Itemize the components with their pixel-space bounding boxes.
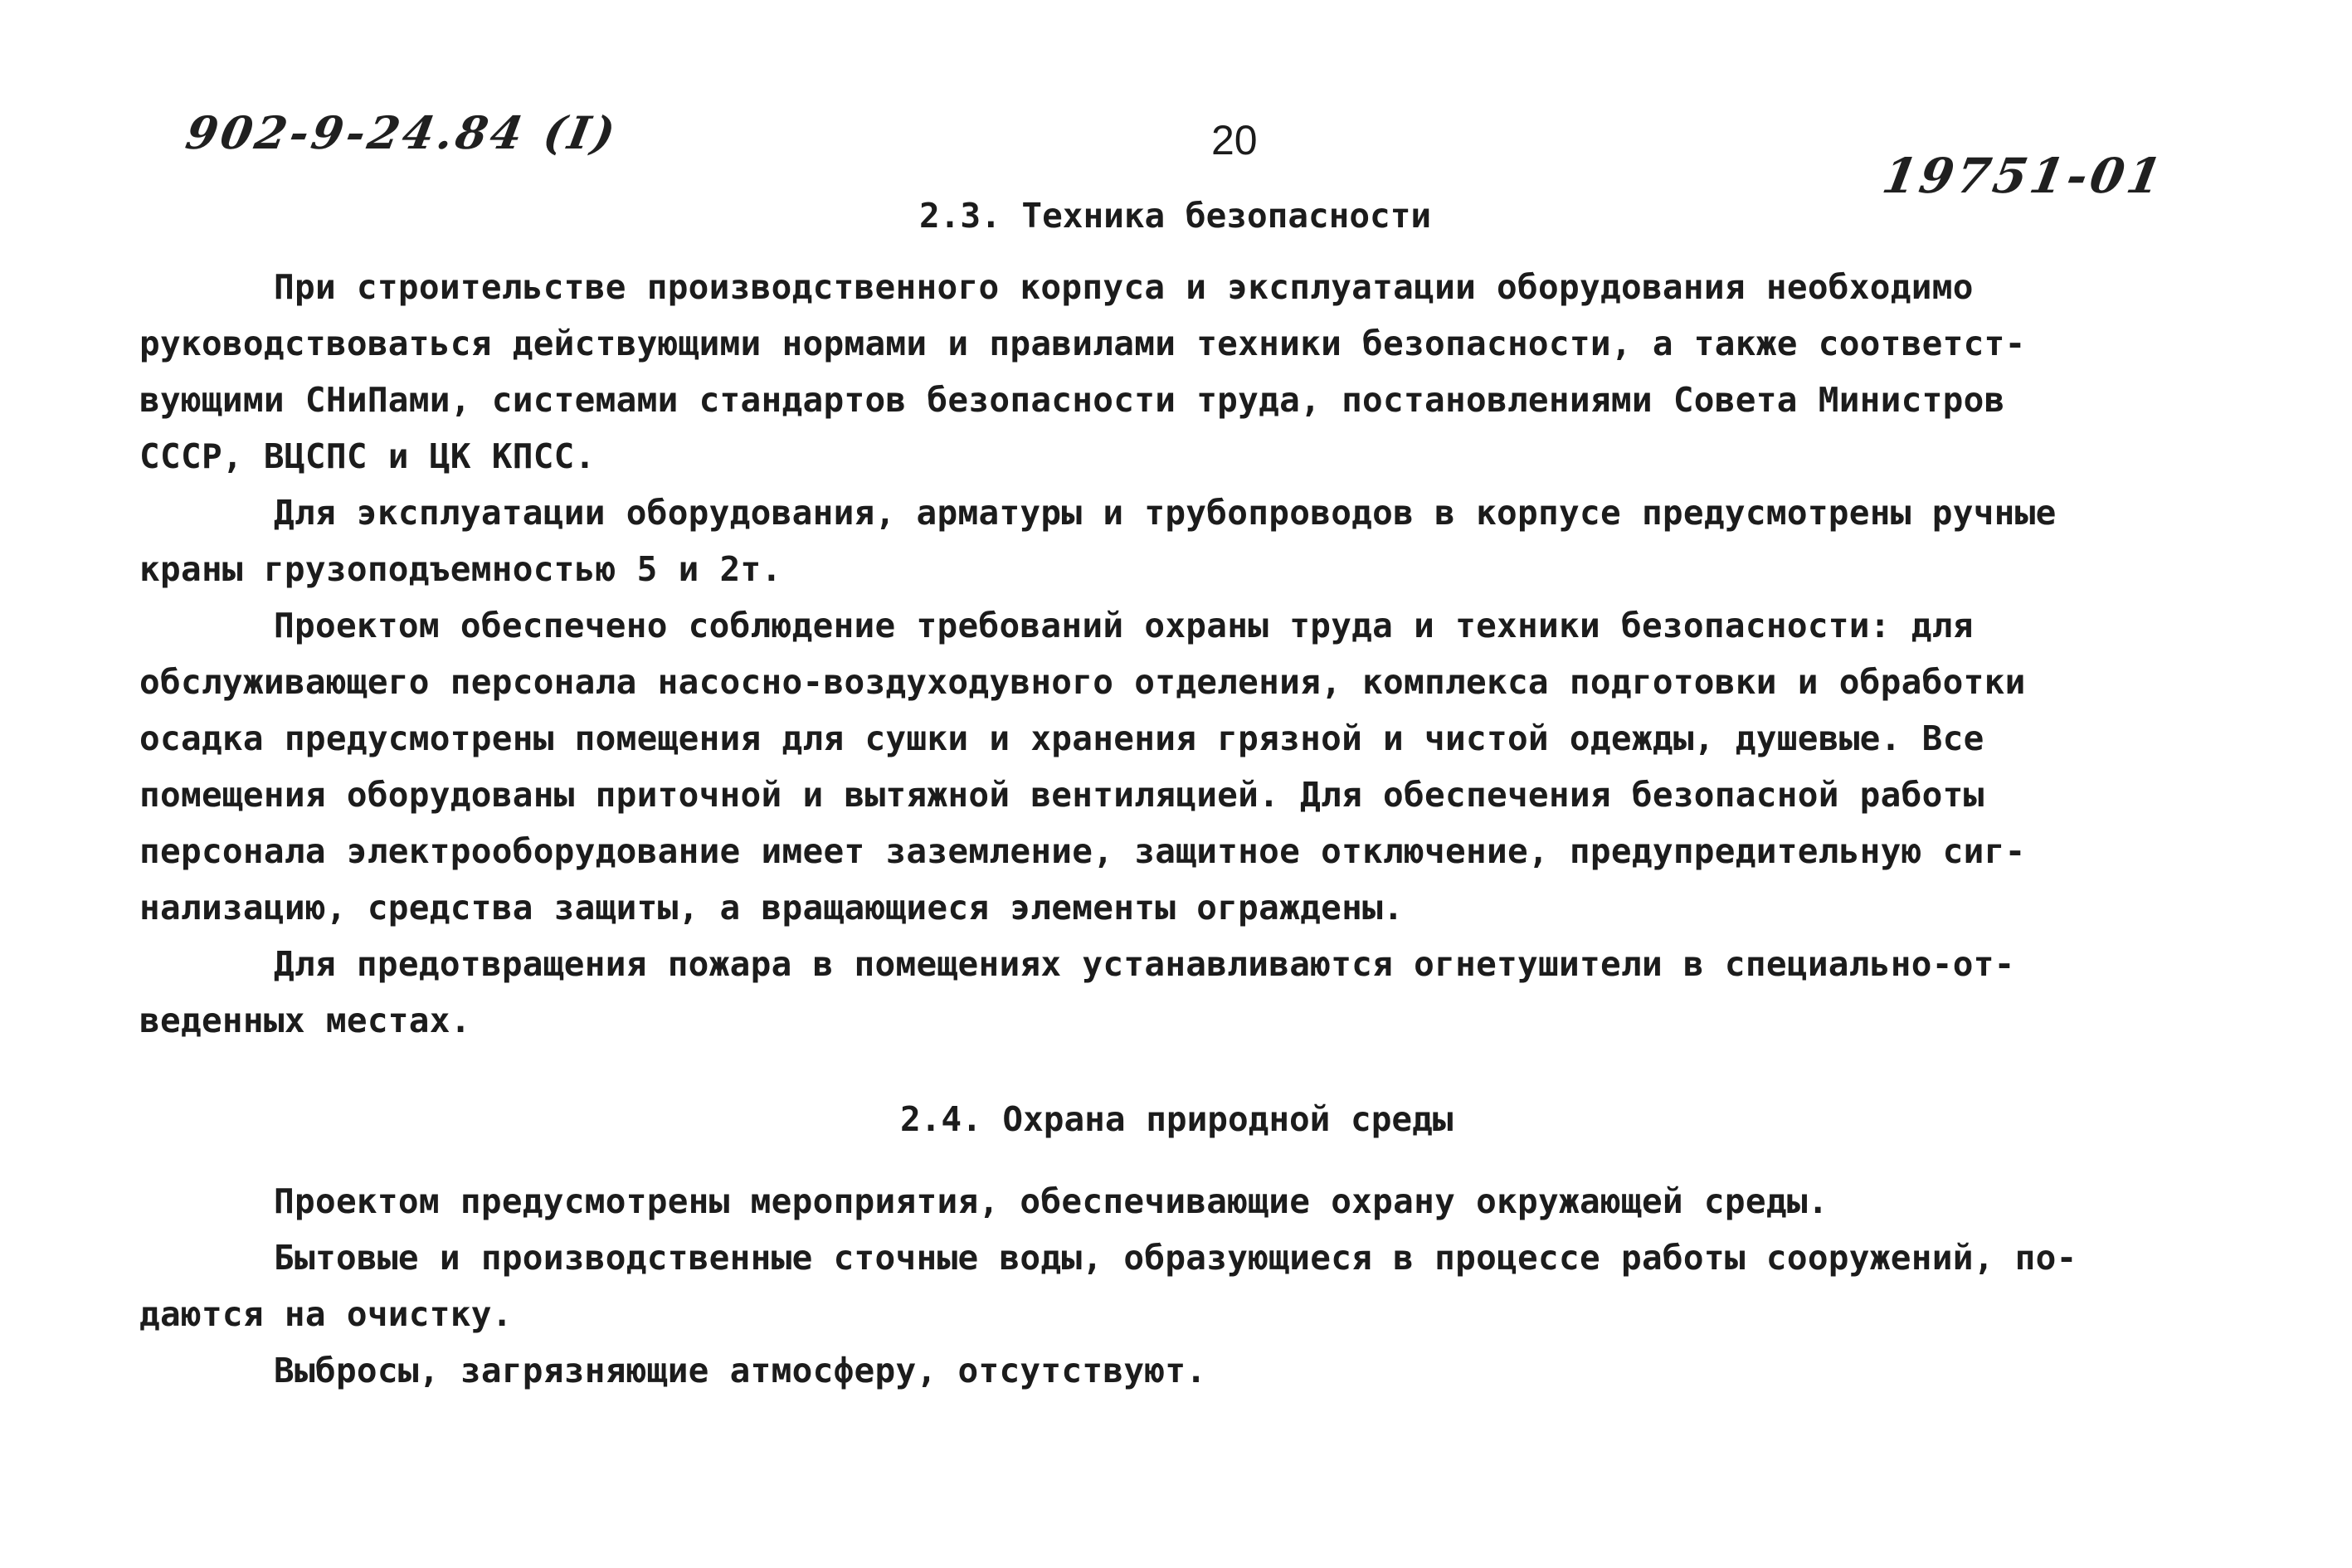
paragraph-line: краны грузоподъемностью 5 и 2т.	[139, 549, 782, 589]
paragraph-line: помещения оборудованы приточной и вытяжной вентиляцией. Для обеспечения безопасной работы	[139, 775, 1984, 815]
paragraph-line: Для предотвращения пожара в помещениях устанавливаются огнетушители в специально-от-	[274, 944, 2015, 984]
paragraph-line: обслуживающего персонала насосно-воздуходувного отделения, комплекса подготовки и обработки	[139, 662, 2026, 702]
paragraph-line: Для эксплуатации оборудования, арматуры и трубопроводов в корпусе предусмотрены ручные	[274, 493, 2057, 533]
paragraph-line: СССР, ВЦСПС и ЦК КПСС.	[139, 436, 596, 476]
paragraph-line: даются на очистку.	[139, 1294, 513, 1334]
section-heading-environment: 2.4. Охрана природной среды	[900, 1099, 1454, 1139]
section-heading-safety: 2.3. Техника безопасности	[919, 196, 1432, 236]
paragraph-line: Бытовые и производственные сточные воды, образующиеся в процессе работы сооружений, по-	[274, 1238, 2077, 1278]
paragraph-line: веденных местах.	[139, 1001, 471, 1040]
paragraph-line: осадка предусмотрены помещения для сушки и хранения грязной и чистой одежды, душевые. Все	[139, 718, 1984, 758]
paragraph-line: При строительстве производственного корпуса и эксплуатации оборудования необходимо	[274, 267, 1974, 307]
paragraph-line: Выбросы, загрязняющие атмосферу, отсутствуют.	[274, 1351, 1207, 1390]
handwritten-inventory-number: 19751-01	[1878, 148, 2169, 204]
paragraph-line: руководствоваться действующими нормами и правилами техники безопасности, а также соответст-	[139, 324, 2026, 363]
paragraph-line: персонала электрооборудование имеет заземление, защитное отключение, предупредительную сиг-	[139, 831, 2026, 871]
paragraph-line: Проектом обеспечено соблюдение требований охраны труда и техники безопасности: для	[274, 606, 1974, 645]
paragraph-line: нализацию, средства защиты, а вращающиеся элементы ограждены.	[139, 888, 1405, 928]
page-number: 20	[1211, 117, 1258, 163]
paragraph-line: вующими СНиПами, системами стандартов безопасности труда, постановлениями Совета Министров	[139, 380, 2005, 420]
paragraph-line: Проектом предусмотрены мероприятия, обеспечивающие охрану окружающей среды.	[274, 1181, 1829, 1221]
handwritten-doc-code: 902-9-24.84 (I)	[182, 106, 623, 159]
